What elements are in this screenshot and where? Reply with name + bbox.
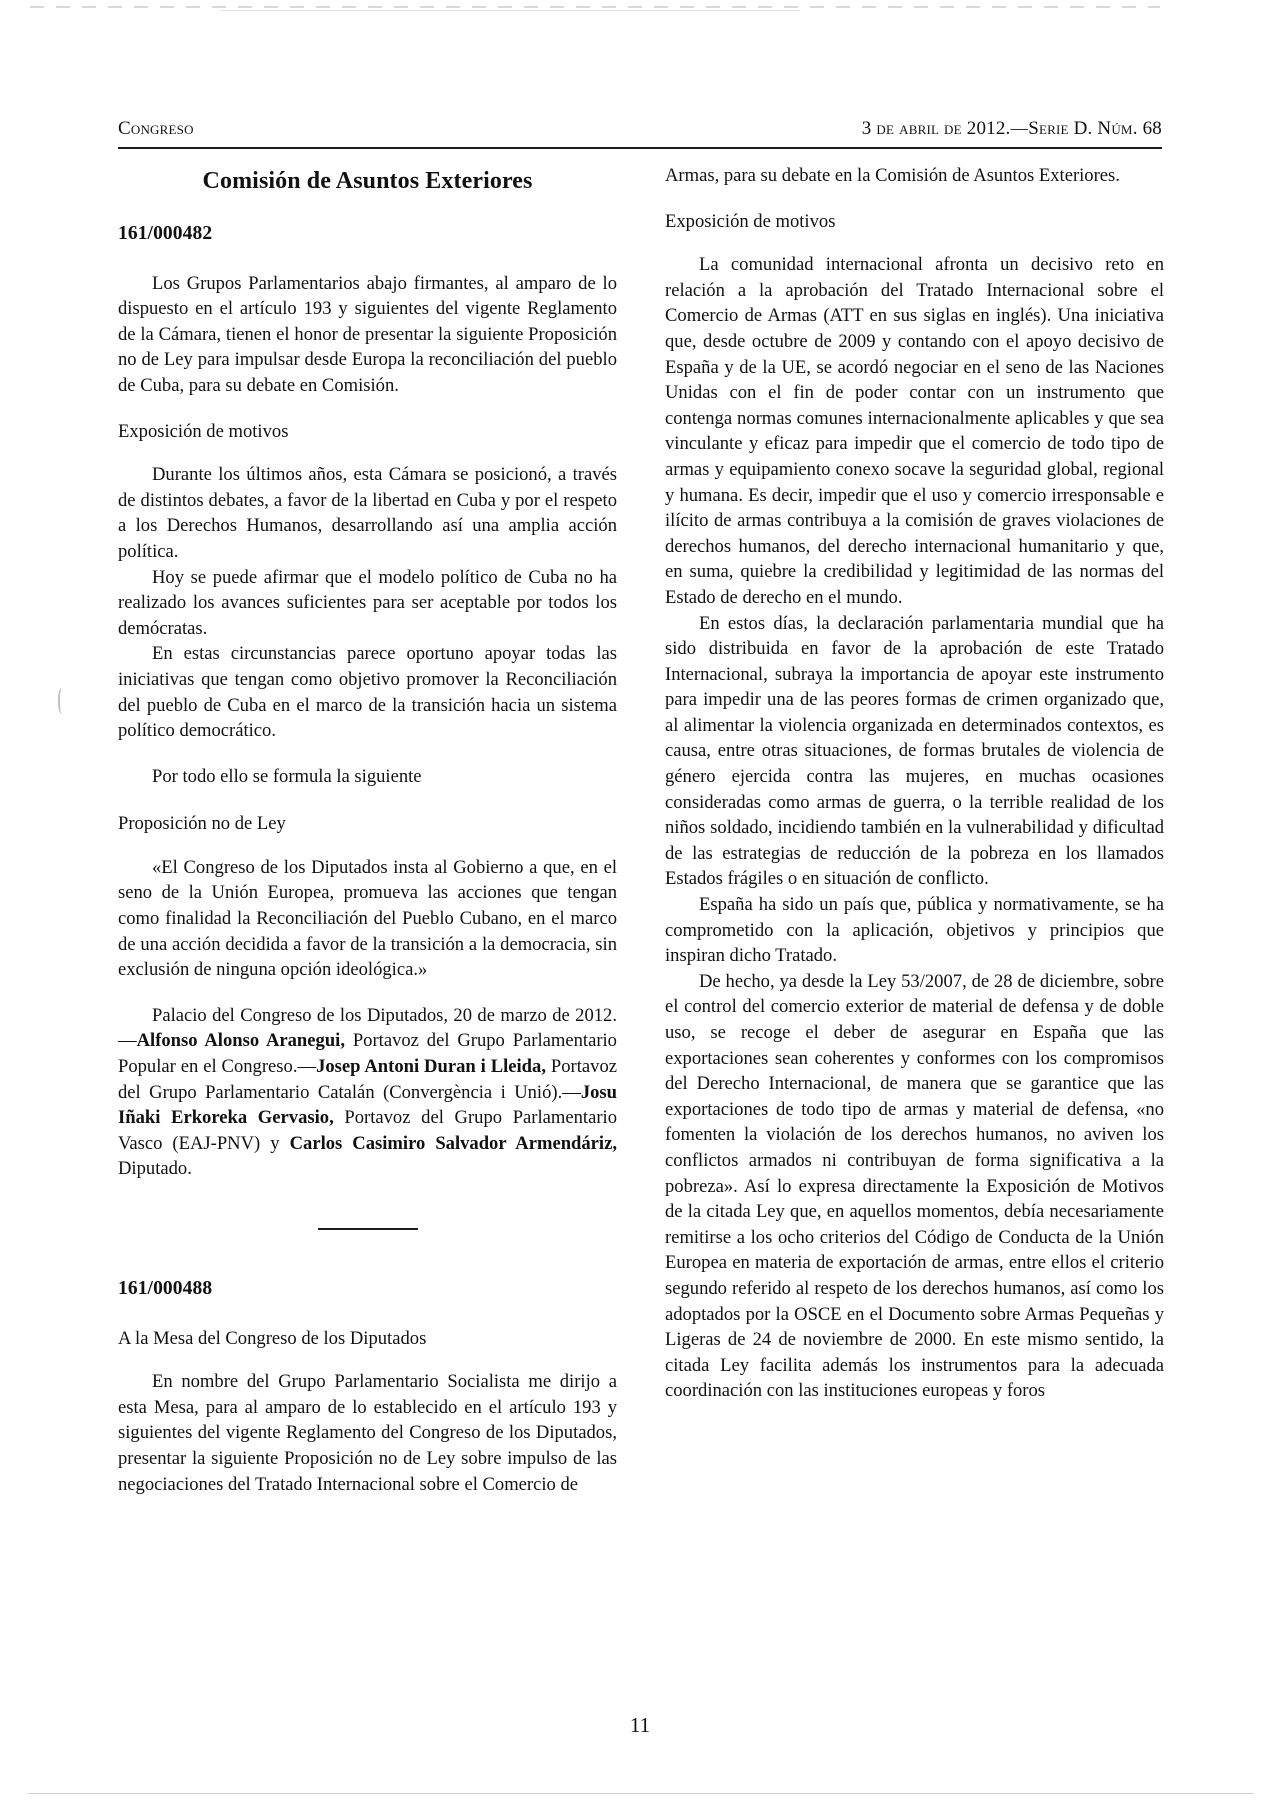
scan-artifact-top-edge [30,6,1160,8]
signatory-role-3: Portavoz del Grupo Parlamentario Vasco (EAJ-PNV) y [118,1107,617,1154]
heading-exposicion-de-motivos-right: Exposición de motivos [665,210,836,232]
paragraph-att-2: En estos días, la declaración parlamentaria mundial que ha sido distribuida en favor de la aprobación de este Tratado Internacional, subraya la importancia de apoyar este instrumento para impedir una de las peores formas de crimen organizado que, al alimentar la violencia organizada en determinados contextos, es causa, entre otras situaciones, de formas brutales de violencia de género ejercida contra las mujeres, en muchas ocasiones consideradas como armas de guerra, o la terrible realidad de los niños soldado, incidiendo también en la vulnerabilidad y dificultad de las estrategias de reducción de la pobreza en los llamados Estados frágiles o en situación de conflicto. [665,612,1164,890]
paragraph-exposicion-2: Hoy se puede afirmar que el modelo político de Cuba no ha realizado los avances suficientes para ser aceptable por todos los demócratas. [118,566,617,639]
paragraph-att-1: La comunidad internacional afronta un decisivo reto en relación a la aprobación del Tratado Internacional sobre el Comercio de Armas (ATT en sus siglas en inglés). Una iniciativa que, desde octubre de 2009 y contando con el apoyo decisivo de España y de la UE, se acordó negociar en el seno de las Naciones Unidas con el fin de poder contar con un instrumento que contenga normas comunes internacionalmente aplicables y que sea vinculante y eficaz para impedir que el comercio de todo tipo de armas y equipamiento conexo socave la seguridad global, regional y humana. Es decir, impedir que el uso y comercio irresponsable e ilícito de armas contribuya a la comisión de graves violaciones de derechos humanos, del derecho internacional humanitario y que, en suma, quiebre la credibilidad y legitimidad de las normas del Estado de derecho en el mundo. [665,254,1164,608]
heading-exposicion-de-motivos: Exposición de motivos [118,420,289,442]
paragraph-exposicion-1: Durante los últimos años, esta Cámara se posicionó, a través de distintos debates, a favor de la libertad en Cuba y por el respeto a los Derechos Humanos, desarrollando así una amplia acción política. [118,464,617,562]
heading-proposicion-no-de-ley: Proposición no de Ley [118,813,286,835]
scan-artifact-punch-mark [58,688,68,714]
running-head [118,118,1162,140]
signatory-role-2: Portavoz del Grupo Parlamentario Catalán (Convergència i Unió). [118,1056,617,1103]
page-number: 11 [629,1713,651,1737]
signature-dash-3: — [562,1081,581,1103]
section-separator-rule [318,1228,418,1230]
paragraph-proposicion-quote: «El Congreso de los Diputados insta al Gobierno a que, en el seno de la Unión Europea, promueva las acciones que tengan como finalidad la Reconciliación del Pueblo Cubano, en el marco de una acción decidida a favor de la transición a la democracia, sin exclusión de ninguna opción ideológica.» [118,856,617,981]
paragraph-exposicion-3: En estas circunstancias parece oportuno apoyar todas las iniciativas que tengan como objetivo promover la Reconciliación del pueblo de Cuba en el marco de la transición hacia un sistema político democrático. [118,643,617,742]
right-column [665,163,1164,1703]
running-head-separator: — [1010,118,1029,138]
scan-artifact-top-line [220,10,800,11]
paragraph-intro: Los Grupos Parlamentarios abajo firmantes, al amparo de lo dispuesto en el artículo 193 y siguientes del vigente Reglamento de la Cámara, tienen el honor de presentar la siguiente Proposición no de Ley para impulsar desde Europa la reconciliación del pueblo de Cuba, para su debate en Comisión. [118,272,617,396]
signatory-role-1: Portavoz del Grupo Parlamentario Popular en el Congreso. [118,1030,617,1078]
paragraph-socialista-intro: En nombre del Grupo Parlamentario Socialista me dirijo a esta Mesa, para al amparo de lo establecido en el artículo 193 y siguientes del vigente Reglamento del Congreso de los Diputados, presentar la siguiente Proposición no de Ley sobre impulso de las negociaciones del Tratado Internacional sobre el Comercio de [118,1371,617,1495]
signatory-name-4: Carlos Casimiro Salvador Armendáriz, [289,1132,617,1154]
running-head-issue [862,118,1162,140]
paragraph-att-3: España ha sido un país que, pública y normativamente, se ha comprometido con la aplicación, objetivos y principios que inspiran dicho Tratado. [665,894,1164,967]
signature-dash-2: — [297,1056,317,1078]
running-head-date: 3 de abril de 2012. [861,118,1011,139]
heading-a-la-mesa: A la Mesa del Congreso de los Diputados [118,1327,427,1349]
document-number-161-000488: 161/000488 [118,1278,213,1299]
signatory-name-2: Josep Antoni Duran i Lleida, [316,1056,546,1078]
paragraph-formula: Por todo ello se formula la siguiente [152,765,422,787]
signatory-role-4: Diputado. [118,1158,192,1180]
scan-artifact-bottom-edge [28,1793,1254,1794]
section-title: Comisión de Asuntos Exteriores [202,168,533,194]
signature-dash-1: — [118,1030,137,1052]
document-number-161-000482: 161/000482 [118,223,213,244]
paragraph-continuation: Armas, para su debate en la Comisión de Asuntos Exteriores. [665,165,1120,186]
header-rule [118,147,1162,149]
signature-lead: Palacio del Congreso de los Diputados, 20 de marzo de 2012. [152,1004,617,1026]
running-head-publication: Congreso [118,118,194,139]
paragraph-signature-block [118,1003,617,1182]
signatory-name-1: Alfonso Alonso Aranegui, [136,1030,345,1052]
signatory-name-3: Josu Iñaki Erkoreka Gervasio, [118,1081,617,1129]
two-column-body [118,163,1164,1703]
running-head-series: Serie D. Núm. 68 [1028,118,1162,139]
left-column [118,163,617,1703]
paragraph-att-4: De hecho, ya desde la Ley 53/2007, de 28 de diciembre, sobre el control del comercio exterior de material de defensa y de doble uso, se recoge el deber de asegurar en España que las exportaciones sean coherentes y conformes con los compromisos del Derecho Internacional, de manera que se garantice que las exportaciones de todo tipo de armas y material de defensa, «no fomenten la violación de los derechos humanos, no aviven los conflictos armados ni contribuyan de forma significativa a la pobreza». Así lo expresa directamente la Exposición de Motivos de la citada Ley que, en aquellos momentos, debía necesariamente remitirse a los ocho criterios del Código de Conducta de la Unión Europea en materia de exportación de armas, entre ellos el criterio segundo referido al respeto de los derechos humanos, así como los adoptados por la OSCE en el Documento sobre Armas Pequeñas y Ligeras de 24 de noviembre de 2000. En este mismo sentido, la citada Ley facilita además los instrumentos para la adecuada coordinación con las instituciones europeas y foros [665,970,1164,1402]
